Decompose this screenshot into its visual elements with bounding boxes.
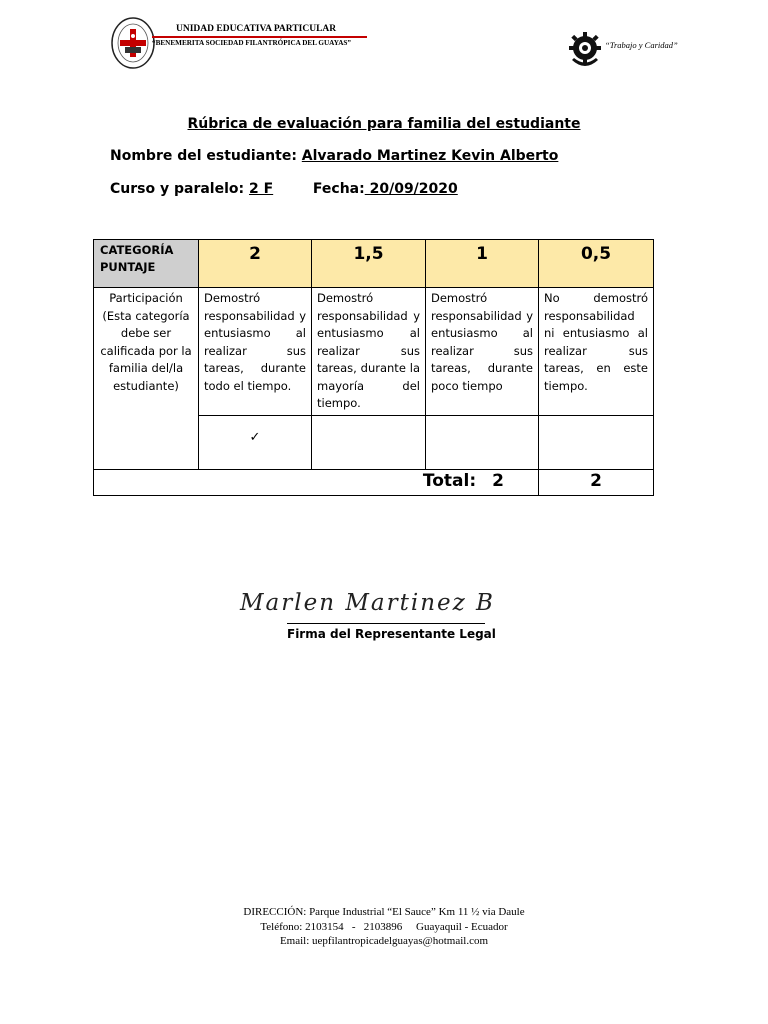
total-value: 2 <box>539 469 654 495</box>
course-label: Curso y paralelo: <box>110 181 245 197</box>
motto: “Trabajo y Caridad” <box>605 40 678 50</box>
footer-email: Email: uepfilantropicadelguayas@hotmail.com <box>279 935 489 947</box>
total-score: 2 <box>492 470 504 491</box>
student-label: Nombre del estudiante: <box>110 148 297 164</box>
total-label: Total: <box>422 470 477 491</box>
score-header: 1,5 <box>312 240 426 288</box>
course-value: 2 F <box>248 181 274 197</box>
total-label-cell <box>94 469 539 495</box>
signature: Marlen Martinez B <box>240 590 495 616</box>
rubric-table <box>93 239 654 496</box>
table-header-row <box>94 240 654 288</box>
criterion-cell: Participación (Esta categoría debe ser calificada por la familia del/la estudiante) <box>94 288 199 470</box>
signature-line <box>287 623 485 624</box>
check-mark-icon: ✓ <box>199 415 312 469</box>
course-date-line <box>110 181 458 197</box>
document-title: Rúbrica de evaluación para familia del estudiante <box>187 116 581 132</box>
descriptor-cell: Demostró responsabilidad y entusiasmo al realizar sus tareas, durante la mayoría del tiempo. <box>312 288 426 416</box>
empty-cell <box>312 415 426 469</box>
descriptor-cell: Demostró responsabilidad y entusiasmo al realizar sus tareas, durante todo el tiempo. <box>199 288 312 416</box>
footer <box>0 905 768 949</box>
header-divider <box>152 36 367 38</box>
empty-cell <box>426 415 539 469</box>
category-header-line2: PUNTAJE <box>100 260 156 274</box>
date-label: Fecha: <box>312 181 365 197</box>
date-value: 20/09/2020 <box>364 181 458 197</box>
footer-address: DIRECCIÓN: Parque Industrial “El Sauce” Km 11 ½ via Daule <box>243 906 525 918</box>
school-subtitle: “BENEMERITA SOCIEDAD FILANTRÓPICA DEL GUAYAS” <box>152 39 352 47</box>
letterhead <box>0 0 768 80</box>
footer-phones: Teléfono: 2103154 - 2103896 Guayaquil - Ecuador <box>260 920 508 933</box>
table-row <box>94 288 654 416</box>
gear-logo-icon <box>566 30 604 70</box>
category-header-line1: CATEGORÍA <box>100 243 174 257</box>
school-heading <box>152 24 367 47</box>
total-row <box>94 469 654 495</box>
signature-label: Firma del Representante Legal <box>287 627 496 641</box>
empty-cell <box>539 415 654 469</box>
school-name: UNIDAD EDUCATIVA PARTICULAR <box>176 24 337 34</box>
school-crest-icon <box>110 16 156 70</box>
score-header: 0,5 <box>539 240 654 288</box>
category-header <box>94 240 199 288</box>
score-header: 1 <box>426 240 539 288</box>
score-header: 2 <box>199 240 312 288</box>
descriptor-cell: Demostró responsabilidad y entusiasmo al realizar sus tareas, durante poco tiempo <box>426 288 539 416</box>
descriptor-cell: No demostró responsabilidad ni entusiasmo al realizar sus tareas, en este tiempo. <box>539 288 654 416</box>
student-line <box>110 148 558 164</box>
student-name: Alvarado Martinez Kevin Alberto <box>301 148 559 164</box>
